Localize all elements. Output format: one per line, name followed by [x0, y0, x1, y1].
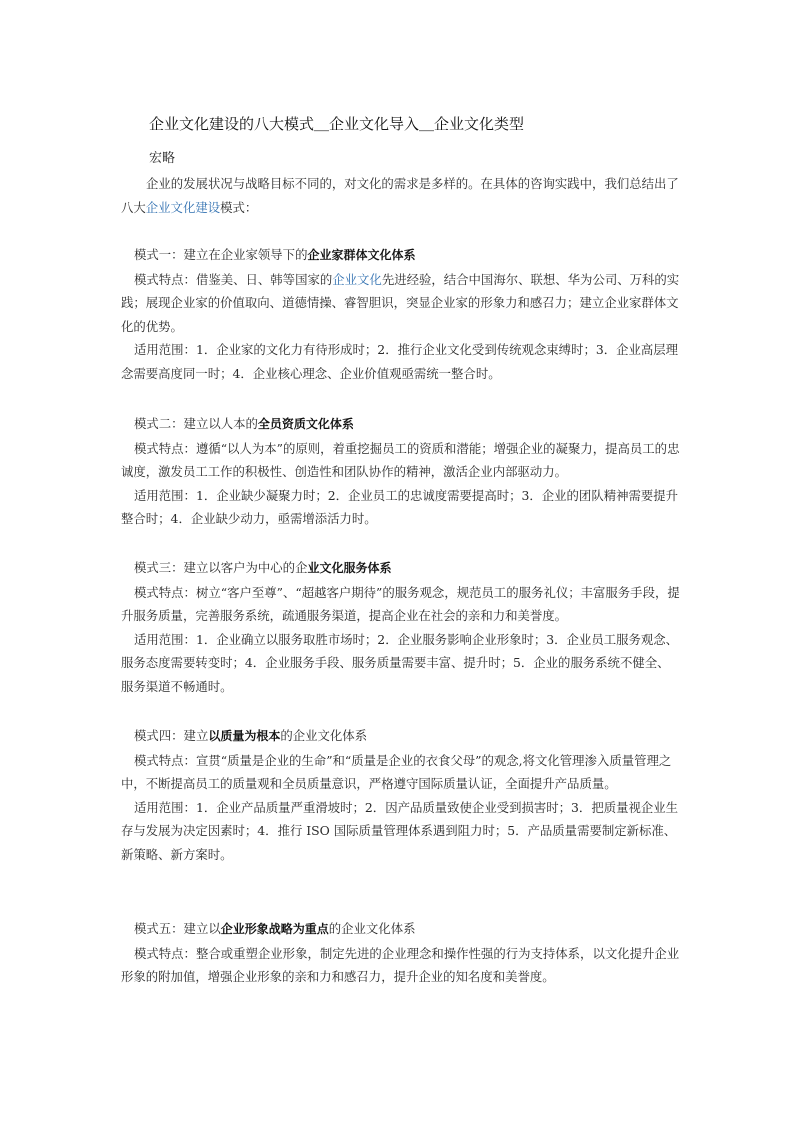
- intro-text-part1: 企业的发展状况与战略目标不同的，对文化的需求是多样的。在具体的咨询实践中，我们总结出了八大: [121, 176, 679, 215]
- mode5-heading: [121, 917, 681, 942]
- mode1-scope: 适用范围：1．企业家的文化力有待形成时；2．推行企业文化受到传统观念束缚时；3．企业高层理念需要高度同一时；4．企业核心理念、企业价值观亟需统一整合时。: [121, 342, 679, 381]
- mode3-heading-bold: 业文化服务体系: [307, 561, 392, 575]
- mode5-heading-suffix: 的企业文化体系: [328, 921, 416, 936]
- mode3-section: [121, 556, 681, 698]
- mode3-scope: 适用范围：1．企业确立以服务取胜市场时；2．企业服务影响企业形象时；3．企业员工服务观念、服务态度需要转变时；4．企业服务手段、服务质量需要丰富、提升时；5．企业的服务系统不健全、服务渠道不畅通时。: [121, 631, 679, 694]
- mode2-heading-bold: 全员资质文化体系: [257, 417, 354, 431]
- author-name: 宏略: [149, 151, 176, 166]
- mode1-heading-prefix: 模式一：建立在企业家领导下的: [134, 247, 308, 262]
- mode2-heading-prefix: 模式二：建立以人本的: [134, 416, 258, 431]
- mode4-heading: [121, 724, 681, 749]
- mode4-heading-suffix: 的企业文化体系: [280, 728, 368, 743]
- mode5-heading-prefix: 模式五：建立以: [134, 921, 221, 936]
- mode2-heading: [121, 412, 681, 437]
- mode5-heading-bold: 企业形象战略为重点: [220, 922, 329, 936]
- intro-link-culture-building[interactable]: 企业文化建设: [145, 199, 221, 215]
- mode2-section: [121, 412, 681, 531]
- mode4-heading-bold: 以质量为根本: [208, 729, 281, 743]
- mode3-features: 模式特点：树立“客户至尊”、“超越客户期待”的服务观念，规范员工的服务礼仪；丰富服务手段，提升服务质量，完善服务系统，疏通服务渠道，提高企业在社会的亲和力和美誉度。: [121, 584, 680, 623]
- mode1-features-suffix: 先进经验，结合中国海尔、联想、华为公司、万科的实践；展现企业家的价值取向、道德情操、睿智胆识，突显企业家的形象力和感召力；建立企业家群体文化的优势。: [121, 271, 680, 334]
- mode1-heading-bold: 企业家群体文化体系: [307, 248, 416, 262]
- mode5-section: [121, 917, 681, 989]
- intro-paragraph: [121, 172, 681, 219]
- mode4-heading-prefix: 模式四：建立: [134, 728, 209, 743]
- intro-text: [121, 172, 681, 219]
- mode4-scope: 适用范围：1．企业产品质量严重滑坡时；2．因产品质量致使企业受到损害时；3．把质量视企业生存与发展为决定因素时；4．推行 ISO 国际质量管理体系遇到阻力时；5．产品质量需要制定新标准、新策略、新方案时。: [121, 799, 679, 862]
- document-title: 企业文化建设的八大模式＿企业文化导入＿企业文化类型: [149, 115, 525, 133]
- mode3-heading-prefix: 模式三：建立以客户为中心的企: [134, 560, 308, 575]
- mode5-features: 模式特点：整合或重塑企业形象，制定先进的企业理念和操作性强的行为支持体系，以文化提升企业形象的附加值，增强企业形象的亲和力和感召力，提升企业的知名度和美誉度。: [121, 945, 680, 984]
- mode2-features: 模式特点：遵循“以人为本”的原则，着重挖掘员工的资质和潜能；增强企业的凝聚力，提高员工的忠诚度，激发员工工作的积极性、创造性和团队协作的精神，激活企业内部驱动力。: [121, 440, 680, 479]
- mode4-section: [121, 724, 681, 866]
- mode2-scope: 适用范围：1．企业缺少凝聚力时；2．企业员工的忠诚度需要提高时；3．企业的团队精神需要提升整合时；4．企业缺少动力，亟需增添活力时。: [121, 487, 679, 526]
- mode1-features-prefix: 模式特点：借鉴美、日、韩等国家的: [134, 271, 333, 287]
- mode4-features: 模式特点：宣贯“质量是企业的生命”和“质量是企业的衣食父母”的观念,将文化管理渗入质量管理之中，不断提高员工的质量观和全员质量意识，严格遵守国际质量认证，全面提升产品质量。: [121, 752, 672, 791]
- mode1-features-link[interactable]: 企业文化: [332, 271, 382, 287]
- intro-text-part2: 模式：: [220, 199, 258, 215]
- mode1-heading: [121, 243, 681, 268]
- mode1-section: [121, 243, 681, 385]
- mode3-heading: [121, 556, 681, 581]
- mode1-features: [121, 268, 681, 339]
